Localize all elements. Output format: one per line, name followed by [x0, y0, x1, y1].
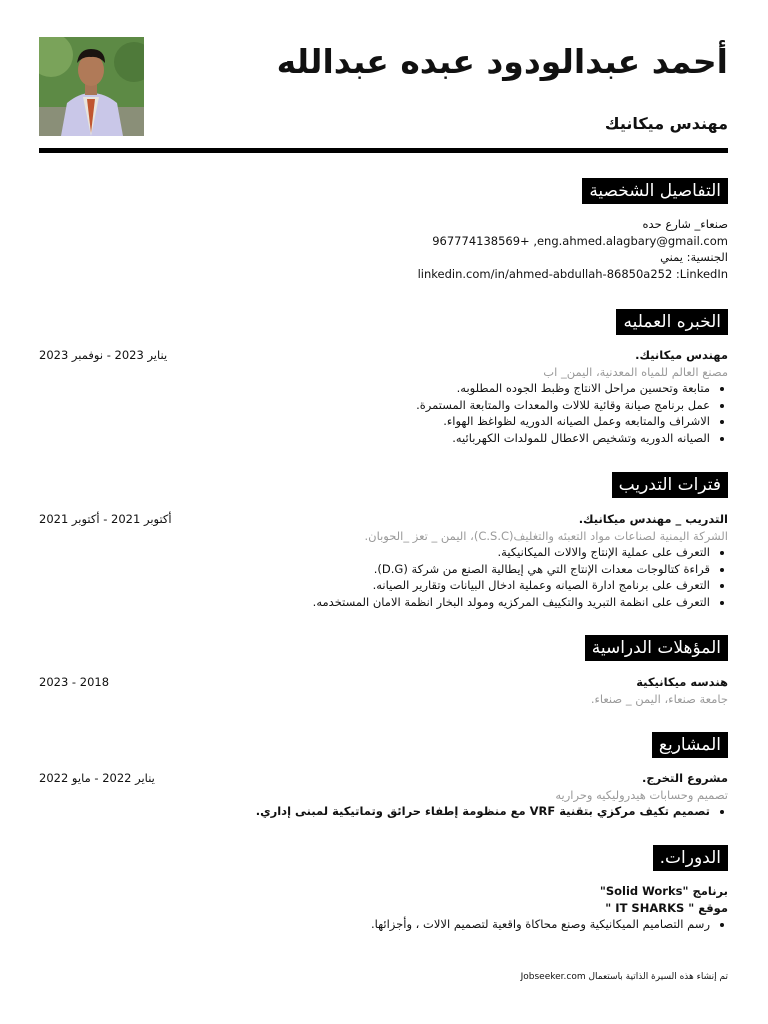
project-title: مشروع التخرج. — [641, 771, 728, 785]
section-heading-personal: التفاصيل الشخصية — [582, 178, 728, 204]
list-item: • متابعة وتحسين مراحل الانتاج وظبط الجوده المطلوبه. — [28, 380, 710, 397]
linkedin-link[interactable]: linkedin.com/in/ahmed-abdullah-86850a252 :LinkedIn — [417, 266, 728, 281]
project-bullets — [28, 803, 728, 820]
course-bullets — [28, 916, 728, 933]
section-heading-training: فترات التدريب — [612, 472, 728, 498]
list-item: • التعرف على برنامج ادارة الصيانه وعملية ادخال البيانات وتقارير الصيانه. — [28, 577, 710, 594]
experience-entry — [28, 347, 728, 446]
project-entry — [28, 770, 728, 820]
training-place: الشركة اليمنية لصناعات مواد التعبئه والتغليف(C.S.C)، اليمن _ تعز _الحوبان. — [364, 528, 728, 543]
candidate-title: مهندس ميكانيك — [604, 114, 728, 133]
contact-line: 967774138569+ ,eng.ahmed.alagbary@gmail.com — [432, 233, 728, 248]
training-role: التدريب _ مهندس ميكانيك. — [578, 512, 728, 526]
training-entry — [28, 511, 728, 610]
education-degree: هندسه ميكانيكية — [636, 675, 728, 689]
list-item: • التعرف على عملية الإنتاج والالات الميكانيكية. — [28, 544, 710, 561]
experience-date: يناير 2023 - نوفمبر 2023 — [39, 348, 168, 362]
education-place: جامعة صنعاء، اليمن _ صنعاء. — [590, 691, 728, 706]
training-date: أكتوبر 2021 - أكتوبر 2021 — [39, 512, 172, 526]
list-item: • رسم التصاميم الميكانيكية وصنع محاكاة واقعية لتصميم الالات ، وأجزائها. — [28, 916, 710, 933]
experience-bullets — [28, 380, 728, 446]
section-heading-experience: الخبره العمليه — [616, 309, 728, 335]
list-item: • قراءة كتالوجات معدات الإنتاج التي هي إيطالية الصنع من شركة (D.G). — [28, 561, 710, 578]
section-heading-courses: الدورات. — [653, 845, 728, 871]
section-heading-projects: المشاريع — [652, 732, 728, 758]
personal-details — [28, 216, 728, 282]
course-site: موقع " IT SHARKS " — [605, 900, 728, 915]
profile-photo-image — [39, 37, 144, 136]
list-item: • تصميم تكيف مركزي بتقنية VRF مع منظومة إطفاء حرائق وتماتيكية لمبنى إداري. — [28, 803, 710, 820]
list-item: • التعرف على انظمة التبريد والتكييف المركزيه ومولد البخار انظمة الامان المستخدمه. — [28, 594, 710, 611]
footer-note: تم إنشاء هذه السيرة الذاتية باستعمال Jobseeker.com — [520, 972, 728, 982]
nationality: الجنسية: يمني — [660, 250, 728, 264]
header-divider — [39, 148, 728, 153]
list-item: • الصيانه الدوريه وتشخيص الاعطال للمولدات الكهربائيه. — [28, 430, 710, 447]
list-item: • الاشراف والمتابعه وعمل الصيانه الدوريه لظواغظ الهواء. — [28, 413, 710, 430]
training-bullets — [28, 544, 728, 610]
education-date: 2018 - 2023 — [39, 675, 110, 689]
course-program: برنامج "Solid Works" — [599, 884, 728, 898]
profile-photo — [39, 37, 144, 136]
project-subtitle: تصميم وحسابات هيدروليكيه وحراريه — [555, 787, 728, 802]
candidate-name: أحمد عبدالودود عبده عبدالله — [276, 42, 728, 81]
education-entry — [28, 674, 728, 707]
experience-place: مصنع العالم للمياه المعدنية، اليمن_ اب — [543, 364, 728, 379]
address: صنعاء_ شارع حده — [642, 217, 728, 231]
experience-role: مهندس ميكانيك. — [635, 348, 728, 362]
list-item: • عمل برنامج صيانة وقائية للالات والمعدات والمتابعة المستمرة. — [28, 397, 710, 414]
section-heading-education: المؤهلات الدراسية — [585, 635, 728, 661]
course-entry — [28, 883, 728, 933]
project-date: يناير 2022 - مايو 2022 — [39, 771, 155, 785]
